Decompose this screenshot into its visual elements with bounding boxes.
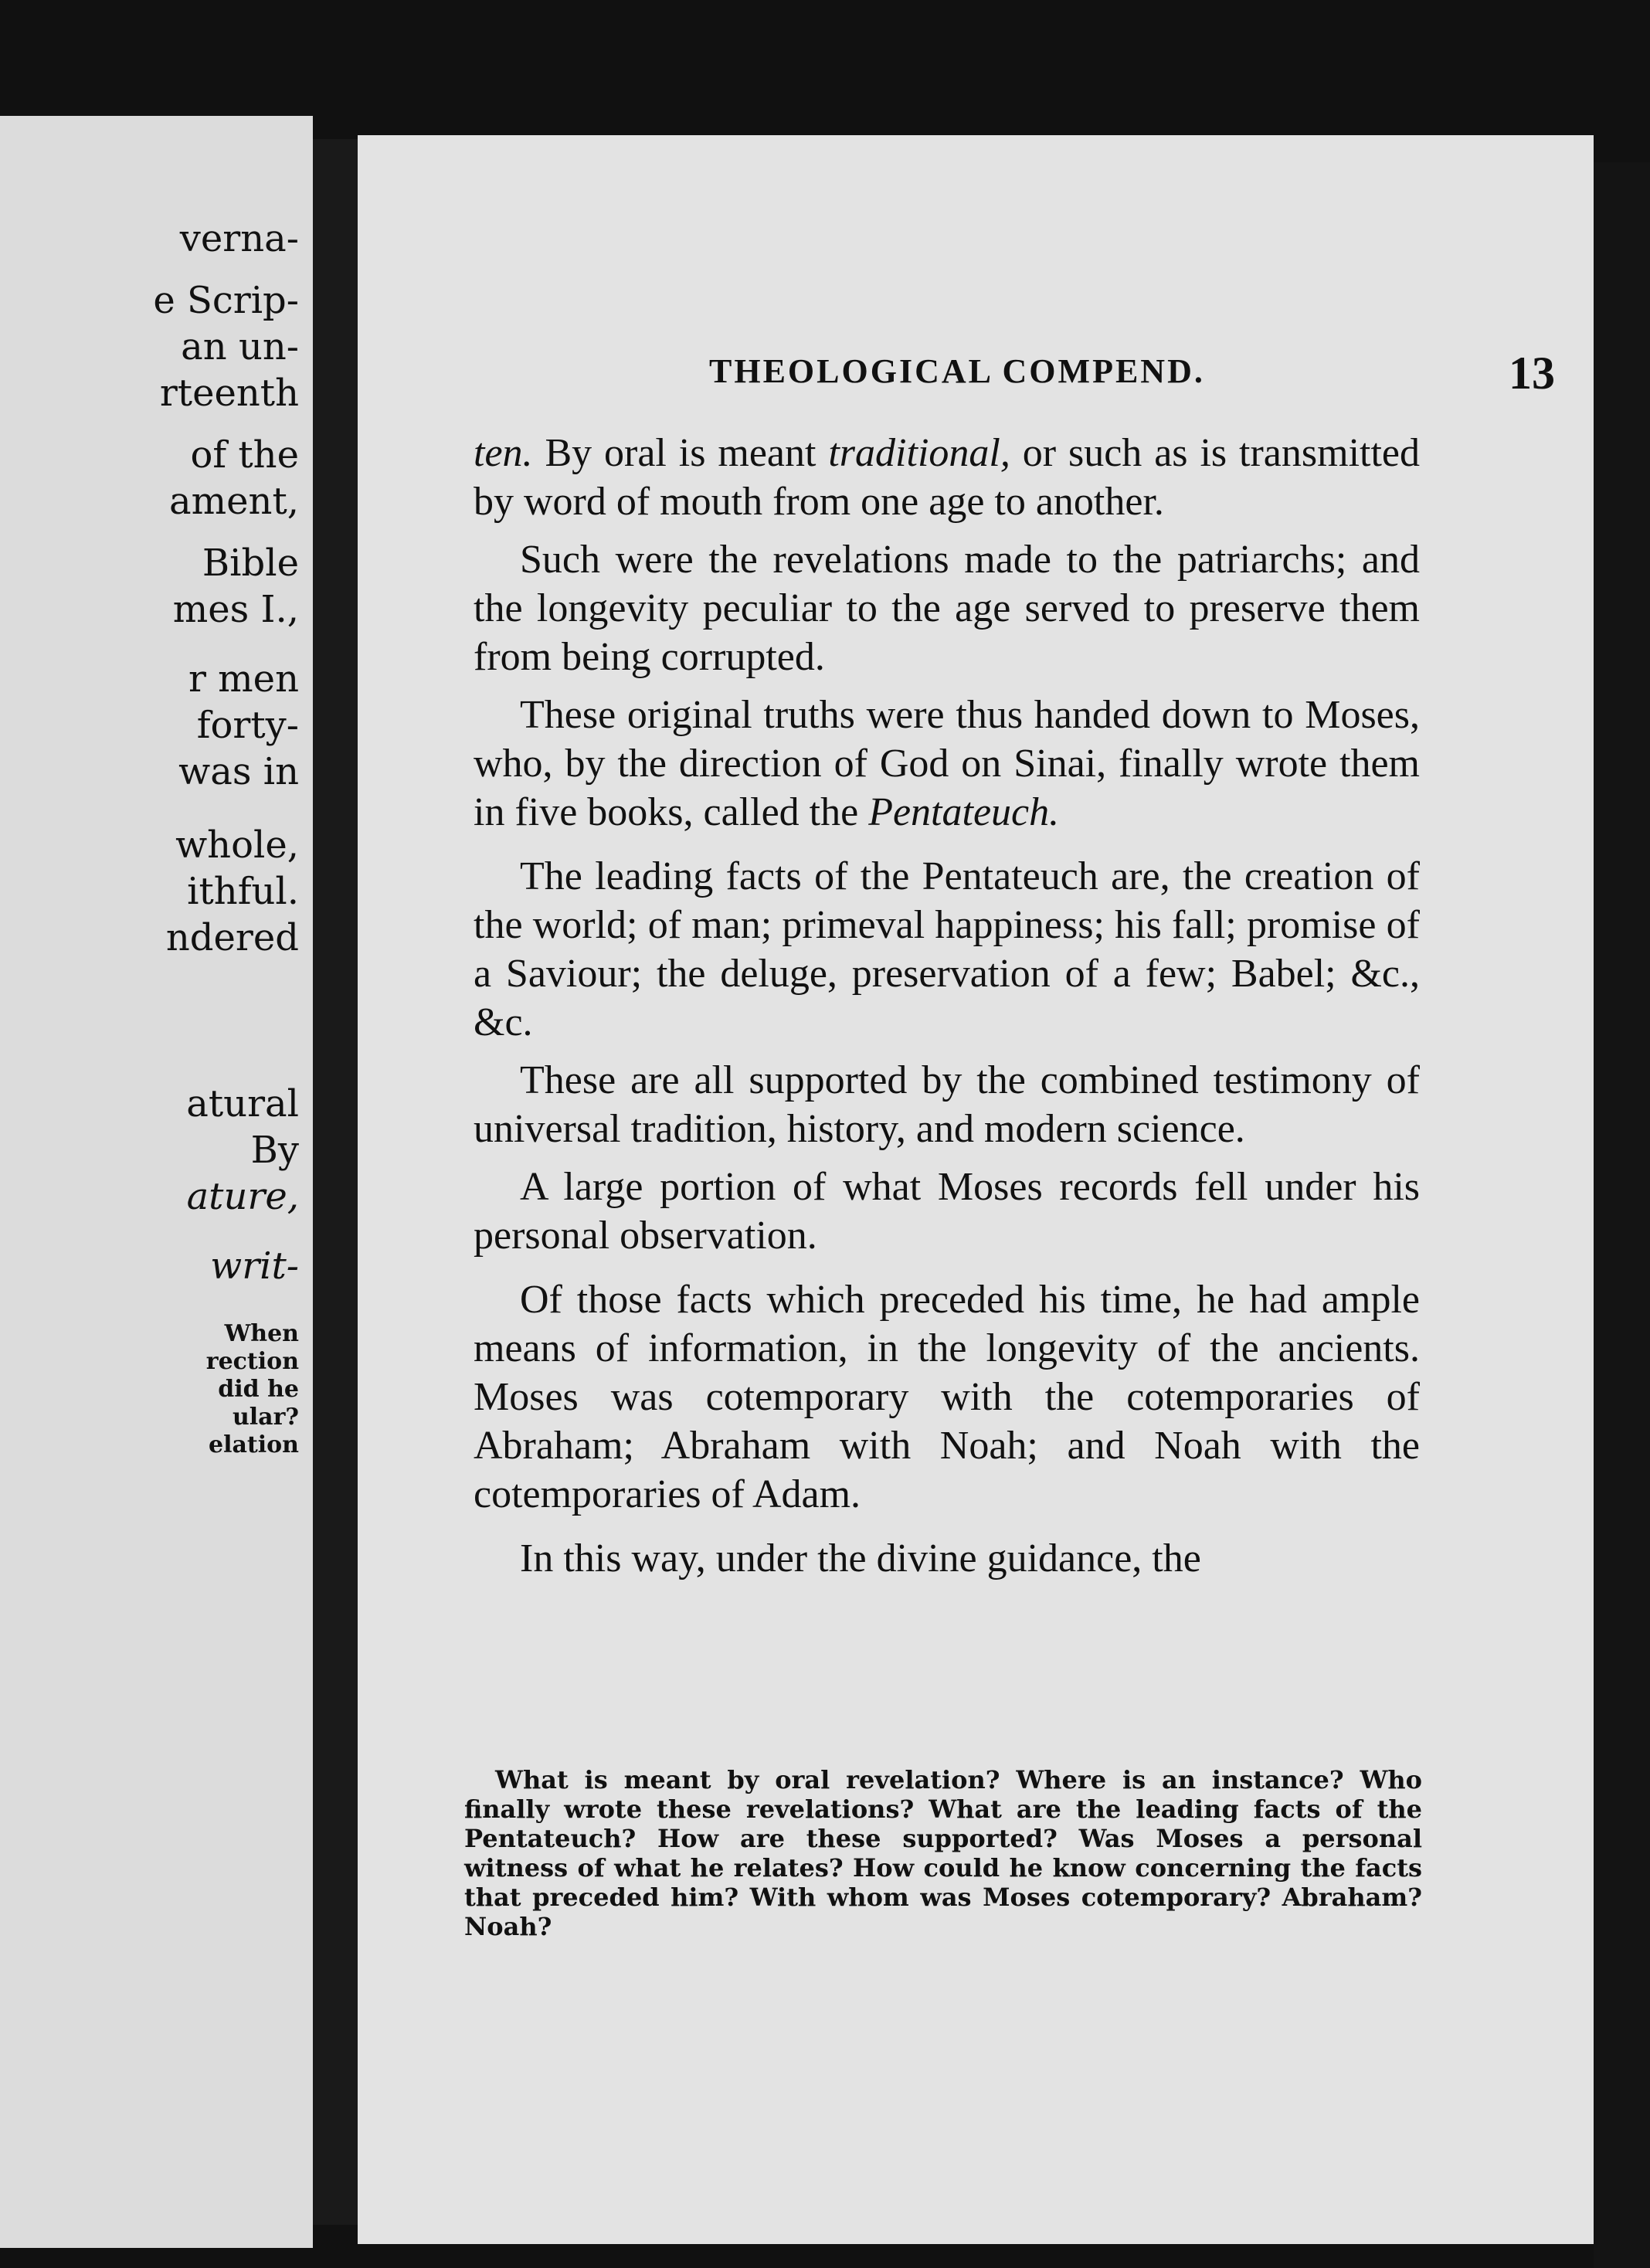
left-line: r men	[188, 657, 299, 701]
left-line: mes I.,	[172, 588, 299, 631]
left-line: writ-	[210, 1244, 299, 1288]
italic-text: Pentateuch.	[868, 790, 1060, 834]
left-line: verna-	[179, 217, 299, 260]
page-number: 13	[1509, 348, 1555, 399]
left-footnote-line: When	[224, 1320, 299, 1347]
book-gutter	[313, 139, 358, 2225]
right-page	[358, 135, 1594, 2244]
left-footnote-line: rection	[205, 1348, 299, 1375]
left-line: ament,	[169, 480, 299, 523]
paragraph-text: These original truths were thus handed down to Moses, who, by the direction of God on Sinai, finally wrote them in five books, called the	[474, 693, 1420, 834]
running-head-title: THEOLOGICAL COMPEND.	[709, 352, 1205, 390]
paragraph: The leading facts of the Pentateuch are, the creation of the world; of man; primeval happiness; his fall; promise of a Saviour; the deluge, preservation of a few; Babel; &c., &c.	[474, 854, 1420, 1044]
page-edge-shadow	[1594, 162, 1650, 2268]
paragraph-text: or such as is transmitted by word of mouth from one age to another.	[474, 431, 1420, 524]
italic-text: ten.	[474, 431, 533, 475]
left-line: Bible	[202, 542, 299, 585]
left-line: ithful.	[187, 870, 299, 913]
body-text	[474, 429, 1420, 1592]
left-footnote-line: ular?	[232, 1404, 299, 1431]
left-line: atural	[186, 1082, 299, 1126]
paragraph: These are all supported by the combined testimony of universal tradition, history, and modern science.	[474, 1058, 1420, 1151]
paragraph	[474, 429, 1420, 526]
left-line: By	[250, 1129, 299, 1172]
left-line: rteenth	[159, 372, 299, 415]
paragraph: Of those facts which preceded his time, he had ample means of information, in the longevity of the ancients. Moses was cotemporary with the cotemporaries of Abraham; Abraham with Noah; and Noah with the cotemporaries of Adam.	[474, 1278, 1420, 1516]
paragraph: A large portion of what Moses records fell under his personal observation.	[474, 1165, 1420, 1258]
left-footnote-line: did he	[218, 1376, 299, 1403]
review-questions: What is meant by oral revelation? Where is an instance? Who finally wrote these revelations? What are the leading facts of the Pentateuch? How are these supported? Was Moses a personal witness of what he relates? How could he know concerning the facts that preceded him? With whom was Moses cotemporary? Abraham? Noah?	[464, 1765, 1422, 1941]
left-footnote-line: elation	[209, 1431, 299, 1458]
left-page	[0, 116, 313, 2248]
left-line: whole,	[175, 823, 299, 867]
left-line: of the	[190, 433, 299, 477]
left-line: an un-	[181, 325, 299, 368]
left-line: forty-	[196, 704, 299, 747]
italic-text: traditional,	[828, 431, 1010, 475]
paragraph	[474, 691, 1420, 837]
paragraph-text: By oral is meant	[532, 431, 829, 475]
paragraph: In this way, under the divine guidance, the	[520, 1536, 1201, 1580]
left-line: e Scrip-	[153, 279, 299, 322]
left-line: was in	[178, 750, 299, 793]
paragraph: Such were the revelations made to the patriarchs; and the longevity peculiar to the age served to preserve them from being corrupted.	[474, 538, 1420, 679]
left-line: ature,	[186, 1175, 299, 1218]
left-line: ndered	[165, 916, 299, 959]
